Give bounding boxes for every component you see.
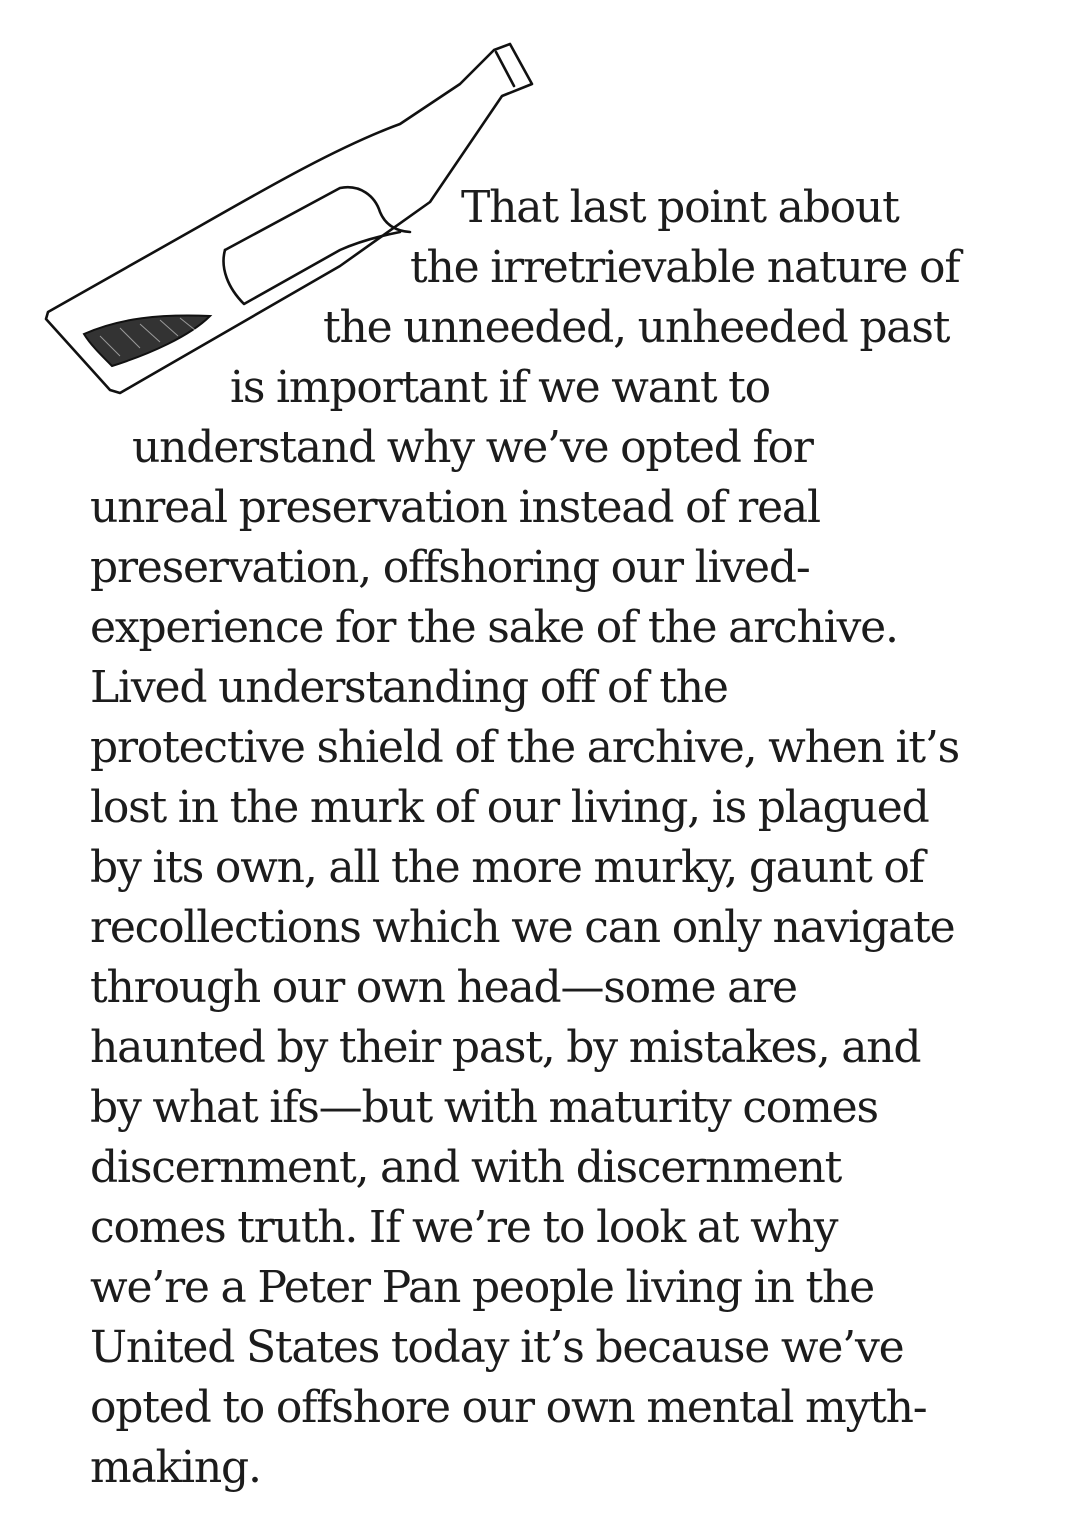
text-line: opted to offshore our own mental myth- [90,1382,927,1433]
text-line: recollections which we can only navigate [90,902,955,953]
text-line: United States today it’s because we’ve [90,1322,904,1373]
text-line: understand why we’ve opted for [132,422,813,473]
text-line: lost in the murk of our living, is plagued [90,782,929,833]
text-line: protective shield of the archive, when it’s [90,722,960,773]
text-line: through our own head—some are [90,962,797,1013]
text-line: by its own, all the more murky, gaunt of [90,842,924,893]
text-line: unreal preservation instead of real [90,482,820,533]
text-line: discernment, and with discernment [90,1142,842,1193]
text-line: That last point about [461,182,899,233]
text-line: is important if we want to [230,362,770,413]
text-line: we’re a Peter Pan people living in the [90,1262,874,1313]
text-line: the unneeded, unheeded past [323,302,950,353]
text-line: haunted by their past, by mistakes, and [90,1022,921,1073]
text-line: by what ifs—but with maturity comes [90,1082,878,1133]
text-line: comes truth. If we’re to look at why [90,1202,838,1253]
text-line: making. [90,1442,261,1493]
text-line: experience for the sake of the archive. [90,602,898,653]
text-line: Lived understanding off of the [90,662,728,713]
text-line: preservation, offshoring our lived- [90,542,810,593]
text-line: the irretrievable nature of [410,242,960,293]
article-body [0,178,1065,1498]
